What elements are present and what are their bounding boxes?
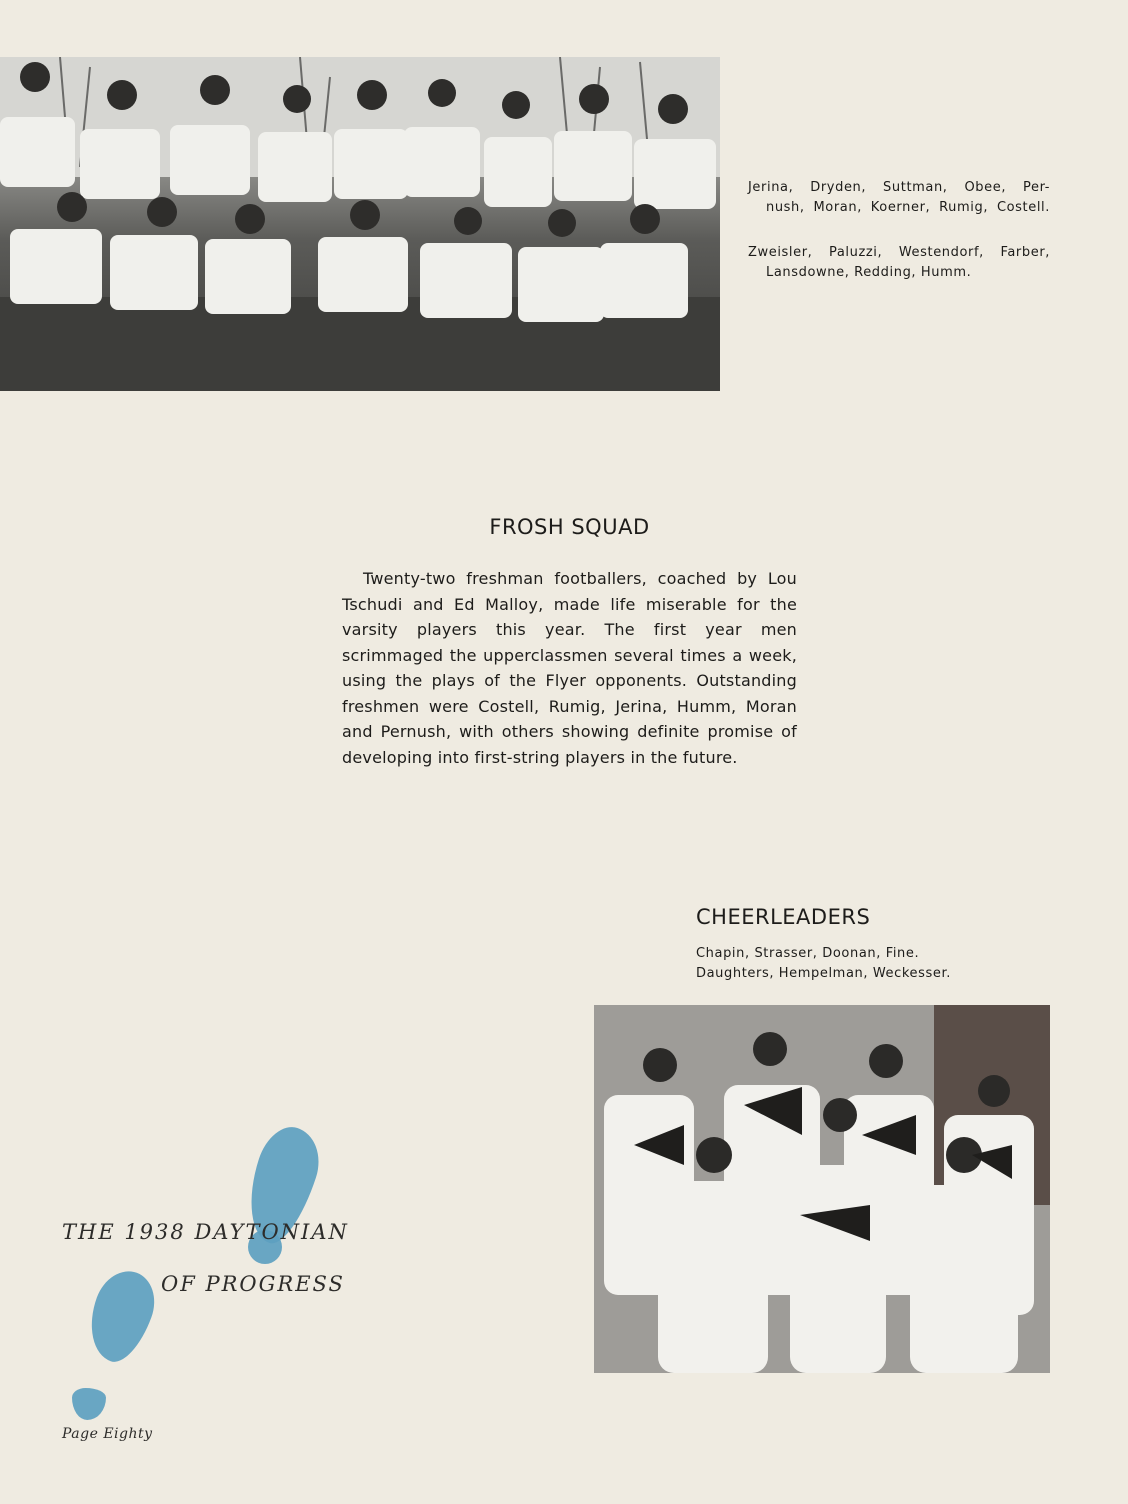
caption-line: Daughters, Hempelman, Weckesser. — [696, 966, 951, 981]
cheerleaders-heading: CHEERLEADERS — [696, 905, 871, 929]
page-number: Page Eighty — [62, 1426, 153, 1442]
caption-line: Chapin, Strasser, Doonan, Fine. — [696, 946, 920, 961]
caption-line: nush, Moran, Koerner, Rumig, Costell. — [766, 200, 1050, 215]
frosh-squad-article: Twenty-two freshman footballers, coached by Lou Tschudi and Ed Malloy, made life miserable for the varsity players this year. The first year men scrimmaged the upperclassmen several times a week, using the plays of the Flyer opponents. Outstanding freshmen were Costell, Rumig, Jerina, Humm, Moran and Pernush, with others showing definite promise of developing into first-string players in the future. — [342, 569, 797, 767]
cheerleaders-caption — [696, 944, 996, 984]
cheerleaders-photo — [594, 1005, 1050, 1373]
yearbook-title-line-2: OF PROGRESS — [161, 1272, 345, 1296]
yearbook-title-line-1: THE 1938 DAYTONIAN — [62, 1220, 349, 1244]
footprint-graphic — [78, 1263, 164, 1369]
footprint-heel-graphic — [72, 1388, 106, 1420]
caption-line: Lansdowne, Redding, Humm. — [766, 265, 972, 280]
frosh-squad-heading: FROSH SQUAD — [489, 515, 650, 539]
caption-line: Zweisler, Paluzzi, Westendorf, Farber, — [748, 245, 1050, 260]
frosh-squad-photo — [0, 57, 720, 391]
frosh-photo-caption-front-row — [748, 243, 1050, 283]
caption-line: Jerina, Dryden, Suttman, Obee, Per- — [748, 180, 1050, 195]
frosh-photo-caption-back-row — [748, 178, 1050, 218]
